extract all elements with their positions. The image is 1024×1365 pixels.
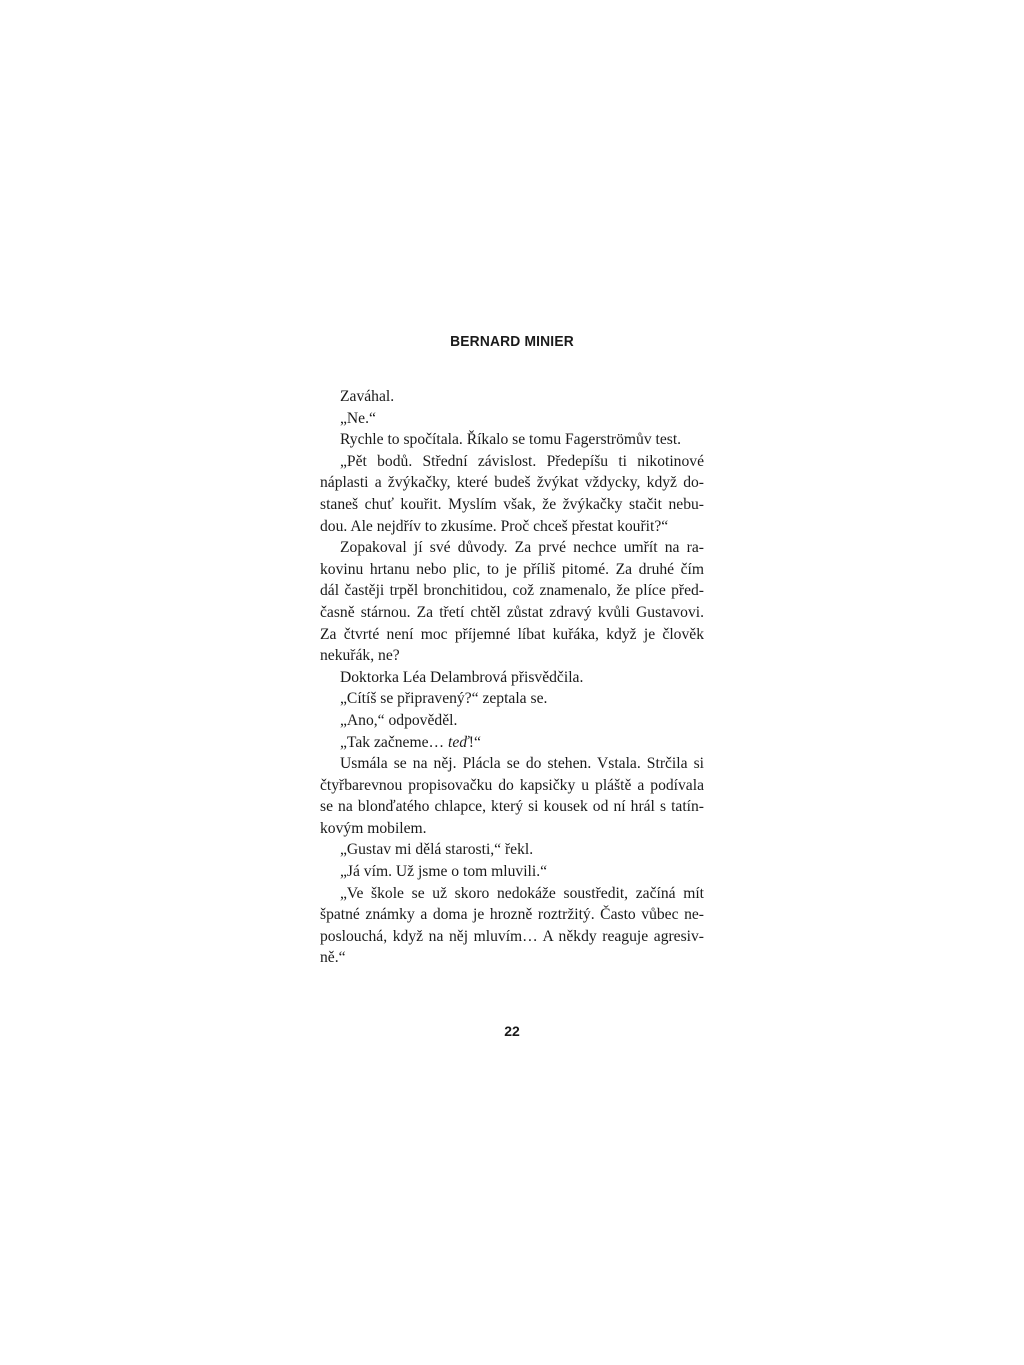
- text-line: [320, 732, 704, 754]
- text-segment: „Tak začneme…: [340, 733, 448, 751]
- text-line: „Já vím. Už jsme o tom mluvili.“: [340, 863, 548, 881]
- text-line: Usmála se na něj. Plácla se do stehen. Vstala. Strčila si: [340, 755, 704, 773]
- text-line: špatné známky a doma je hrozně roztržitý. Často vůbec ne-: [320, 906, 704, 924]
- text-line: kovým mobilem.: [320, 819, 427, 837]
- text-line: Zaváhal.: [340, 388, 395, 405]
- text-line: dou. Ale nejdřív to zkusíme. Proč chceš přestat kouřit?“: [320, 517, 669, 535]
- text-line: „Cítíš se připravený?“ zeptala se.: [340, 690, 548, 708]
- text-line: Zopakoval jí své důvody. Za prvé nechce umřít na ra-: [340, 539, 704, 557]
- running-head: BERNARD MINIER: [450, 333, 574, 350]
- text-line: ně.“: [320, 949, 346, 967]
- text-line: Rychle to spočítala. Říkalo se tomu Fagerströmův test.: [340, 431, 682, 449]
- text-line: nekuřák, ne?: [320, 647, 400, 665]
- text-line: kovinu hrtanu nebo plic, to je příliš pitomé. Za druhé čím: [320, 560, 704, 578]
- text-line: čtyřbarevnou propisovačku do kapsičky u pláště a podívala: [320, 776, 704, 794]
- text-line: poslouchá, když na něj mluvím… A někdy reaguje agresiv-: [320, 927, 704, 945]
- text-line: Za čtvrté není moc příjemné líbat kuřáka, když je člověk: [320, 625, 704, 643]
- text-line: časně stárnou. Za třetí chtěl zůstat zdravý kvůli Gustavovi.: [320, 603, 704, 621]
- emphasis-text: teď: [448, 733, 469, 751]
- text-line: náplasti a žvýkačky, které budeš žvýkat vždycky, když do-: [320, 474, 704, 492]
- page-number: 22: [504, 1023, 520, 1039]
- text-line: „Pět bodů. Střední závislost. Předepíšu ti nikotinové: [340, 452, 704, 470]
- text-line: se na blonďatého chlapce, který si kousek od ní hrál s tatín-: [320, 798, 704, 816]
- text-line: Doktorka Léa Delambrová přisvědčila.: [340, 668, 584, 686]
- text-line: „Ne.“: [340, 409, 376, 427]
- text-line: „Ano,“ odpověděl.: [340, 711, 458, 729]
- body-text: [320, 386, 704, 969]
- text-segment: !“: [468, 733, 481, 751]
- text-line: „Gustav mi dělá starosti,“ řekl.: [340, 841, 534, 859]
- text-line: dál častěji trpěl bronchitidou, což znamenalo, že plíce před-: [320, 582, 704, 600]
- text-line: „Ve škole se už skoro nedokáže soustředit, začíná mít: [340, 884, 704, 902]
- text-line: staneš chuť kouřit. Myslím však, že žvýkačky stačit nebu-: [320, 495, 704, 513]
